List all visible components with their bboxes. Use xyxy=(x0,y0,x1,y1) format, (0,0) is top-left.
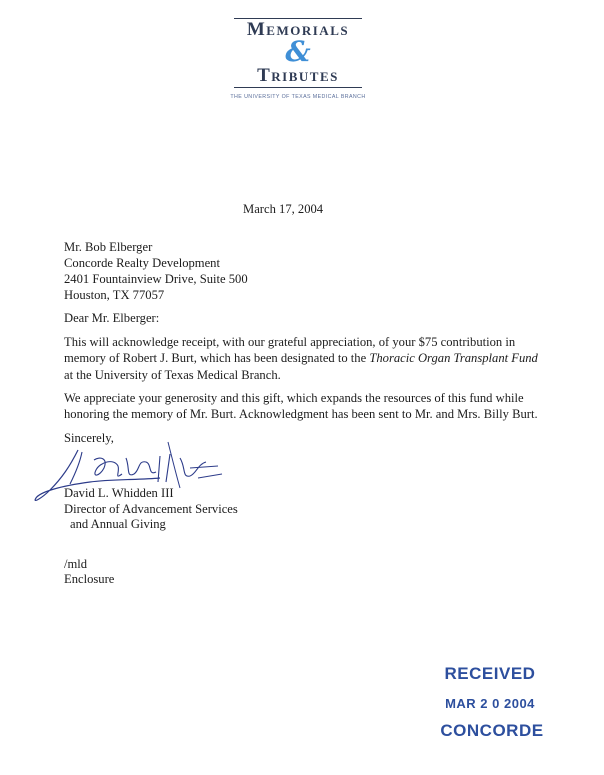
logo-ampersand: & xyxy=(285,35,311,68)
signer-title-line-2: and Annual Giving xyxy=(70,517,166,531)
logo-rule-bottom xyxy=(234,87,362,88)
letter-date: March 17, 2004 xyxy=(243,202,324,216)
body-paragraph-1 xyxy=(64,334,544,383)
recipient-company: Concorde Realty Development xyxy=(64,256,220,270)
fund-name: Thoracic Organ Transplant Fund xyxy=(369,351,538,366)
logo-word-tributes: Tributes xyxy=(257,65,339,86)
salutation: Dear Mr. Elberger: xyxy=(64,311,160,325)
body-p1-text-start: This will acknowledge receipt, with our grateful appreciation, of your $75 contribution in memory of Robert J. Burt, which has been designated to the xyxy=(64,335,516,366)
enclosure-note: Enclosure xyxy=(64,572,115,586)
recipient-city: Houston, TX 77057 xyxy=(64,288,165,302)
recipient-name: Mr. Bob Elberger xyxy=(64,240,153,254)
closing: Sincerely, xyxy=(64,431,114,445)
signer-title-line-1: Director of Advancement Services xyxy=(64,502,238,516)
recipient-street: 2401 Fountainview Drive, Suite 500 xyxy=(64,272,248,286)
body-p1-text-end: at the University of Texas Medical Branch. xyxy=(64,367,281,382)
letterhead-logo xyxy=(228,18,368,100)
logo-word-memorials: Memorials xyxy=(246,19,350,40)
signer-name: David L. Whidden III xyxy=(64,486,174,500)
body-paragraph-2: We appreciate your generosity and this gift, which expands the resources of this fund while honoring the memory of Mr. Burt. Acknowledgment has been sent to Mr. and Mrs. Billy Burt. xyxy=(64,391,538,422)
logo-subtitle: THE UNIVERSITY OF TEXAS MEDICAL BRANCH xyxy=(230,94,366,100)
stamp-date: MAR 2 0 2004 xyxy=(445,696,535,711)
typist-initials: /mld xyxy=(64,557,88,571)
stamp-received: RECEIVED xyxy=(444,664,536,683)
stamp-company: CONCORDE xyxy=(440,721,544,740)
